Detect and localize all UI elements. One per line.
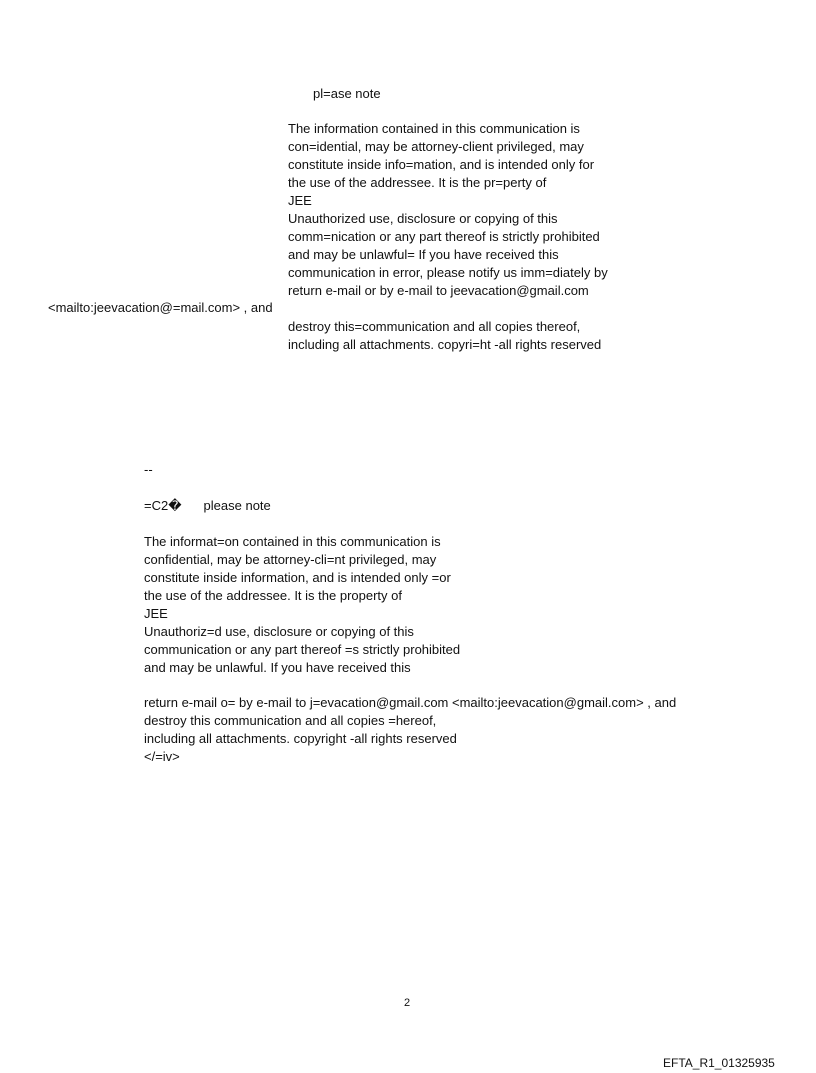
block1-tail-line: including all attachments. copyri=ht -all rights reserved	[288, 337, 602, 352]
block1-line: and may be unlawful= If you have received this	[288, 247, 559, 262]
bates-identifier: EFTA_R1_01325935	[663, 1056, 775, 1070]
block1-tail-line: destroy this=communication and all copies thereof,	[288, 319, 581, 334]
block1-line: communication in error, please notify us imm=diately by	[288, 265, 608, 280]
block1-line: return e-mail or by e-mail to jeevacation@gmail.com	[288, 283, 589, 298]
encoding-prefix: =C2�	[144, 498, 182, 513]
block2-tail-line: including all attachments. copyright -all rights reserved	[144, 731, 457, 746]
block2-heading: please note	[203, 498, 271, 513]
block1-line: The information contained in this communication is	[288, 121, 580, 136]
block2-tail-line: </=iv>	[144, 749, 180, 764]
block1-line: constitute inside info=mation, and is intended only for	[288, 157, 595, 172]
block1-mailto-line: <mailto:jeevacation@=mail.com> , and	[48, 300, 273, 315]
block2-line: constitute inside information, and is intended only =or	[144, 570, 451, 585]
block2-line: confidential, may be attorney-cli=nt privileged, may	[144, 552, 437, 567]
signature-separator: --	[144, 462, 153, 477]
block1-line: JEE	[288, 193, 312, 208]
block2-heading-row	[144, 497, 271, 515]
block2-line: and may be unlawful. If you have received this	[144, 660, 411, 675]
block2-line: the use of the addressee. It is the property of	[144, 588, 402, 603]
block1-line: con=idential, may be attorney-client privileged, may	[288, 139, 584, 154]
block2-line: Unauthoriz=d use, disclosure or copying of this	[144, 624, 414, 639]
block2-line: communication or any part thereof =s strictly prohibited	[144, 642, 461, 657]
block1-heading: pl=ase note	[313, 86, 381, 101]
block1-line: Unauthorized use, disclosure or copying of this	[288, 211, 558, 226]
block1-line: the use of the addressee. It is the pr=perty of	[288, 175, 547, 190]
page-number: 2	[404, 997, 411, 1009]
block2-line: JEE	[144, 606, 168, 621]
block2-line: The informat=on contained in this communication is	[144, 534, 441, 549]
block2-tail-line: return e-mail o= by e-mail to j=evacation@gmail.com <mailto:jeevacation@gmail.com> , and	[144, 695, 677, 710]
block1-line: comm=nication or any part thereof is strictly prohibited	[288, 229, 600, 244]
block2-tail-line: destroy this communication and all copies =hereof,	[144, 713, 437, 728]
